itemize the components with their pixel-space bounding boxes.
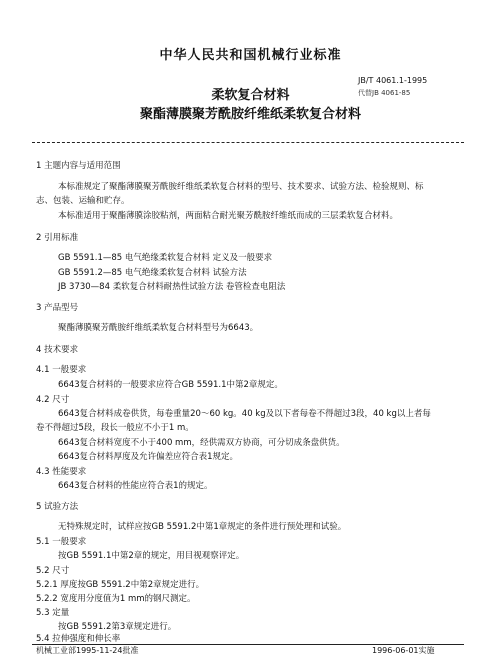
paragraph-line: 6643复合材料的一般要求应符合GB 5591.1中第2章规定。 — [58, 380, 283, 390]
paragraph-line: 聚酯薄膜聚芳酰胺纤维纸柔软复合材料型号为6643。 — [58, 323, 259, 333]
paragraph-line: 按GB 5591.1中第2章的规定，用目视观察评定。 — [58, 551, 245, 561]
reference-item: GB 5591.2—85 电气绝缘柔软复合材料 试验方法 — [58, 268, 247, 278]
subsection-heading: 4.3 性能要求 — [36, 467, 87, 477]
document-title-line-1: 柔软复合材料 — [211, 88, 290, 103]
paragraph-line: 本标准适用于聚酯薄膜涂胶粘剂，两面粘合耐光聚芳酰胺纤维纸而成的三层柔软复合材料。 — [58, 211, 399, 221]
replaces-standard: 代替JB 4061-85 — [358, 89, 411, 97]
section-heading: 1 主题内容与适用范围 — [36, 161, 121, 171]
section-heading: 3 产品型号 — [36, 303, 79, 313]
subsection-heading: 4.1 一般要求 — [36, 365, 87, 375]
subsection-heading: 5.3 定量 — [36, 608, 70, 618]
approval-date: 机械工业部1995-11-24批准 — [36, 646, 139, 655]
subsection-heading: 5.2.1 厚度按GB 5591.2中第2章规定进行。 — [36, 580, 205, 590]
document-title-line-2: 聚酯薄膜聚芳酰胺纤维纸柔软复合材料 — [139, 107, 361, 122]
paragraph-line: 6643复合材料的性能应符合表1的规定。 — [58, 481, 213, 491]
standard-number: JB/T 4061.1-1995 — [358, 76, 428, 85]
reference-item: JB 3730—84 柔软复合材料耐热性试验方法 卷管检查电阻法 — [58, 282, 286, 292]
reference-item: GB 5591.1—85 电气绝缘柔软复合材料 定义及一般要求 — [58, 253, 273, 263]
subsection-heading: 5.1 一般要求 — [36, 537, 87, 547]
standard-issuer: 中华人民共和国机械行业标准 — [159, 48, 342, 63]
paragraph-line: 6643复合材料成卷供货，每卷重量20～60 kg。40 kg及以下者每卷不得超过3段，40 kg以上者每 — [58, 409, 431, 419]
paragraph-line: 6643复合材料宽度不小于400 mm，经供需双方协商，可分切成条盘供货。 — [58, 438, 345, 448]
subsection-heading: 5.2 尺寸 — [36, 566, 70, 576]
paragraph-line: 6643复合材料厚度及允许偏差应符合表1规定。 — [58, 452, 239, 462]
implementation-date: 1996-06-01实施 — [372, 646, 435, 655]
header-divider — [32, 142, 464, 143]
paragraph-line: 志、包装、运输和贮存。 — [36, 196, 130, 206]
section-heading: 5 试验方法 — [36, 502, 79, 512]
section-heading: 2 引用标准 — [36, 233, 79, 243]
subsection-heading: 5.4 拉伸强度和伸长率 — [36, 634, 121, 644]
paragraph-line: 卷不得超过5段，段长一般应不小于1 m。 — [36, 423, 194, 433]
subsection-heading: 4.2 尺寸 — [36, 395, 70, 405]
paragraph-line: 无特殊规定时，试样应按GB 5591.2中第1章规定的条件进行预处理和试验。 — [58, 522, 347, 532]
paragraph-line: 本标准规定了聚酯薄膜聚芳酰胺纤维纸柔软复合材料的型号、技术要求、试验方法、检验规则、标 — [58, 182, 424, 192]
subsection-heading: 5.2.2 宽度用分度值为1 mm的钢尺测定。 — [36, 594, 196, 604]
paragraph-line: 按GB 5591.2第3章规定进行。 — [58, 622, 177, 632]
section-heading: 4 技术要求 — [36, 345, 79, 355]
